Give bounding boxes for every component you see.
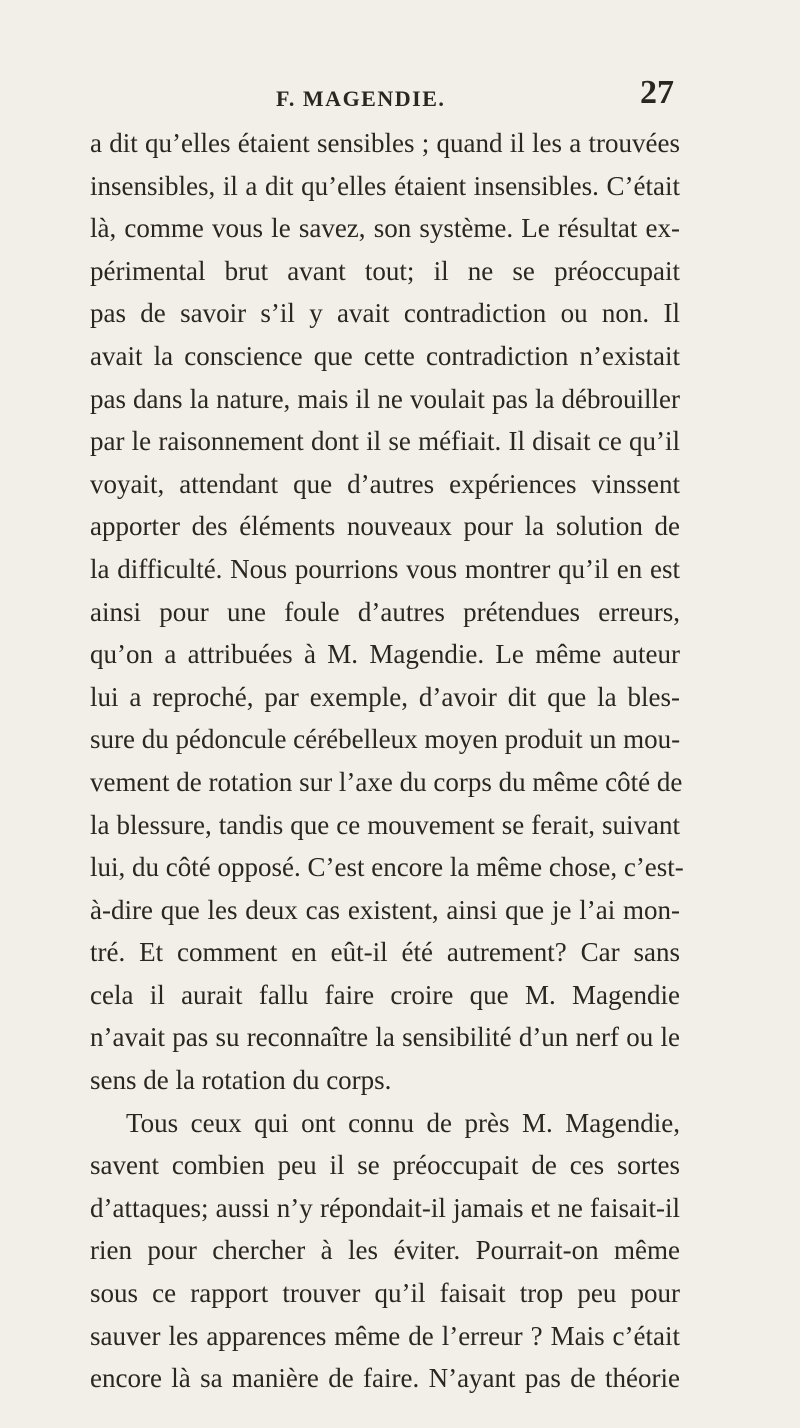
text-line: rien pour chercher à les éviter. Pourrait-on même bbox=[90, 1235, 680, 1266]
text-line: cela il aurait fallu faire croire que M. Magendie bbox=[90, 979, 680, 1010]
text-line: à-dire que les deux cas existent, ainsi que je l’ai mon- bbox=[90, 894, 680, 925]
text-line: voyait, attendant que d’autres expériences vinssent bbox=[90, 468, 680, 499]
text-line: lui, du côté opposé. C’est encore la même chose, c’est- bbox=[90, 852, 684, 883]
text-line: la blessure, tandis que ce mouvement se ferait, suivant bbox=[90, 809, 680, 840]
text-line: sauver les apparences même de l’erreur ? Mais c’était bbox=[90, 1320, 680, 1351]
text-line: d’attaques; aussi n’y répondait-il jamais et ne faisait-il bbox=[90, 1192, 680, 1223]
text-line: n’avait pas su reconnaître la sensibilité d’un nerf ou le bbox=[90, 1022, 680, 1053]
running-head: F. MAGENDIE. bbox=[276, 86, 446, 111]
text-line: périmental brut avant tout; il ne se préoccupait bbox=[90, 255, 680, 286]
text-line: là, comme vous le savez, son système. Le résultat ex- bbox=[90, 213, 680, 244]
paragraph-end-line: sens de la rotation du corps. bbox=[90, 1065, 392, 1096]
body-text bbox=[90, 122, 684, 1400]
text-line: sous ce rapport trouver qu’il faisait trop peu pour bbox=[90, 1278, 680, 1309]
text-line: vement de rotation sur l’axe du corps du même côté de bbox=[90, 766, 683, 797]
text-line: qu’on a attribuées à M. Magendie. Le même auteur bbox=[90, 639, 680, 670]
text-line: pas dans la nature, mais il ne voulait pas la débrouiller bbox=[90, 383, 680, 414]
text-line: encore là sa manière de faire. N’ayant pas de théorie bbox=[90, 1363, 680, 1394]
paragraph-start-line: Tous ceux qui ont connu de près M. Magendie, bbox=[126, 1107, 680, 1138]
text-line: a dit qu’elles étaient sensibles ; quand il les a trouvées bbox=[90, 128, 680, 158]
text-line: avait la conscience que cette contradiction n’existait bbox=[90, 340, 680, 371]
text-line: sure du pédoncule cérébelleux moyen produit un mou- bbox=[90, 724, 681, 755]
text-line: la difficulté. Nous pourrions vous montrer qu’il en est bbox=[90, 553, 680, 584]
text-line: par le raisonnement dont il se méfiait. Il disait ce qu’il bbox=[90, 426, 680, 457]
page-number: 27 bbox=[640, 74, 674, 111]
text-line: insensibles, il a dit qu’elles étaient insensibles. C’était bbox=[90, 170, 680, 201]
text-line: ainsi pour une foule d’autres prétendues erreurs, bbox=[90, 596, 680, 627]
text-line: tré. Et comment en eût-il été autrement? Car sans bbox=[90, 937, 680, 968]
text-line: lui a reproché, par exemple, d’avoir dit que la bles- bbox=[90, 681, 680, 712]
text-line: apporter des éléments nouveaux pour la solution de bbox=[90, 511, 680, 542]
text-line: pas de savoir s’il y avait contradiction ou non. Il bbox=[90, 298, 680, 329]
text-line: savent combien peu il se préoccupait de ces sortes bbox=[90, 1150, 680, 1181]
